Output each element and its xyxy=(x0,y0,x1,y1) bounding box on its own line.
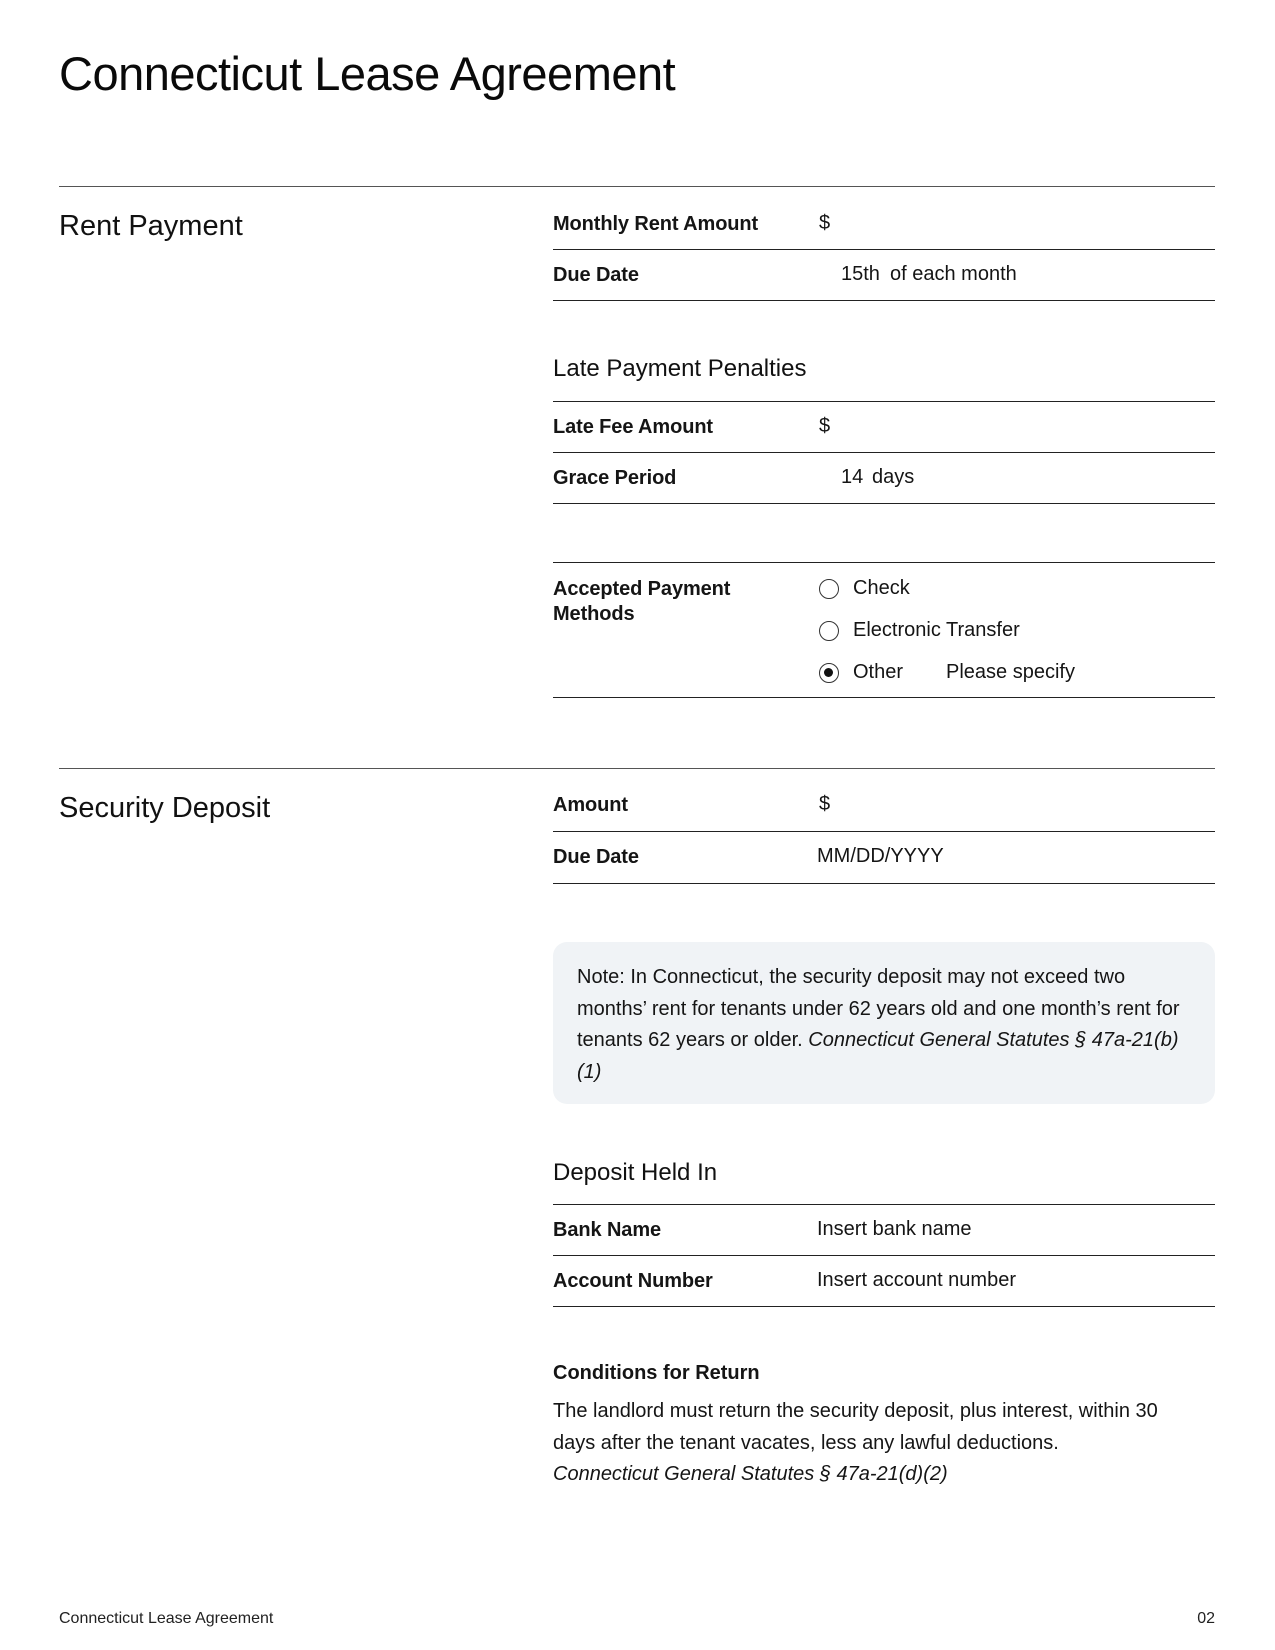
deposit-amount-currency: $ xyxy=(819,793,831,815)
monthly-rent-label: Monthly Rent Amount xyxy=(553,213,759,235)
note-text: Note: In Connecticut, the security deposit may not exceed two months’ rent for tenants under 62 years old and one month’s rent for tenants 62 years or older. xyxy=(577,966,1180,1051)
late-penalties-heading: Late Payment Penalties xyxy=(553,355,807,382)
radio-electronic-transfer[interactable] xyxy=(819,621,839,641)
row-divider xyxy=(553,697,1215,698)
page-number: 02 xyxy=(1197,1610,1215,1627)
row-divider xyxy=(553,249,1215,250)
row-divider xyxy=(553,300,1215,301)
monthly-rent-input[interactable] xyxy=(840,206,1215,242)
late-fee-currency: $ xyxy=(819,415,831,437)
due-date-label: Due Date xyxy=(553,264,639,286)
grace-period-label: Grace Period xyxy=(553,467,677,489)
late-fee-input[interactable] xyxy=(840,409,1215,445)
row-divider xyxy=(553,883,1215,884)
conditions-text: The landlord must return the security deposit, plus interest, within 30 days after the tenant vacates, less any lawful deductions. xyxy=(553,1400,1158,1454)
deposit-held-in-heading: Deposit Held In xyxy=(553,1159,718,1186)
row-divider xyxy=(553,1204,1215,1205)
security-deposit-note xyxy=(553,942,1215,1104)
row-divider xyxy=(553,831,1215,832)
deposit-amount-input[interactable] xyxy=(840,787,1215,823)
radio-label-check[interactable]: Check xyxy=(853,577,910,599)
deposit-due-date-input[interactable]: MM/DD/YYYY xyxy=(817,845,944,867)
bank-name-input[interactable]: Insert bank name xyxy=(817,1218,972,1240)
conditions-heading: Conditions for Return xyxy=(553,1362,760,1384)
row-divider xyxy=(553,562,1215,563)
monthly-rent-currency: $ xyxy=(819,212,831,234)
section-divider xyxy=(59,186,1215,187)
due-date-suffix: of each month xyxy=(890,263,1017,285)
conditions-citation: Connecticut General Statutes § 47a-21(d)(2) xyxy=(553,1463,948,1485)
footer-title: Connecticut Lease Agreement xyxy=(59,1610,274,1627)
radio-label-electronic-transfer[interactable]: Electronic Transfer xyxy=(853,619,1020,641)
row-divider xyxy=(553,503,1215,504)
grace-period-unit: days xyxy=(872,466,915,488)
row-divider xyxy=(553,1255,1215,1256)
section-title-security-deposit: Security Deposit xyxy=(59,792,271,824)
note-citation: Connecticut General Statutes § 47a-21(b)(1) xyxy=(577,1029,1179,1083)
section-divider xyxy=(59,768,1215,769)
account-number-label: Account Number xyxy=(553,1270,713,1292)
page-title: Connecticut Lease Agreement xyxy=(59,47,676,100)
other-specify-input[interactable]: Please specify xyxy=(946,661,1075,683)
conditions-text-block xyxy=(553,1396,1193,1491)
radio-other[interactable] xyxy=(819,663,839,683)
row-divider xyxy=(553,1306,1215,1307)
radio-label-other[interactable]: Other xyxy=(853,661,904,683)
row-divider xyxy=(553,401,1215,402)
grace-period-input[interactable]: 14 xyxy=(841,466,864,488)
radio-check[interactable] xyxy=(819,579,839,599)
late-fee-label: Late Fee Amount xyxy=(553,416,713,438)
row-divider xyxy=(553,452,1215,453)
deposit-amount-label: Amount xyxy=(553,794,628,816)
account-number-input[interactable]: Insert account number xyxy=(817,1269,1016,1291)
deposit-due-date-label: Due Date xyxy=(553,846,639,868)
due-day-input[interactable]: 15th xyxy=(841,263,880,285)
section-title-rent-payment: Rent Payment xyxy=(59,210,243,242)
bank-name-label: Bank Name xyxy=(553,1219,662,1241)
payment-methods-label: Accepted Payment Methods xyxy=(553,578,731,625)
